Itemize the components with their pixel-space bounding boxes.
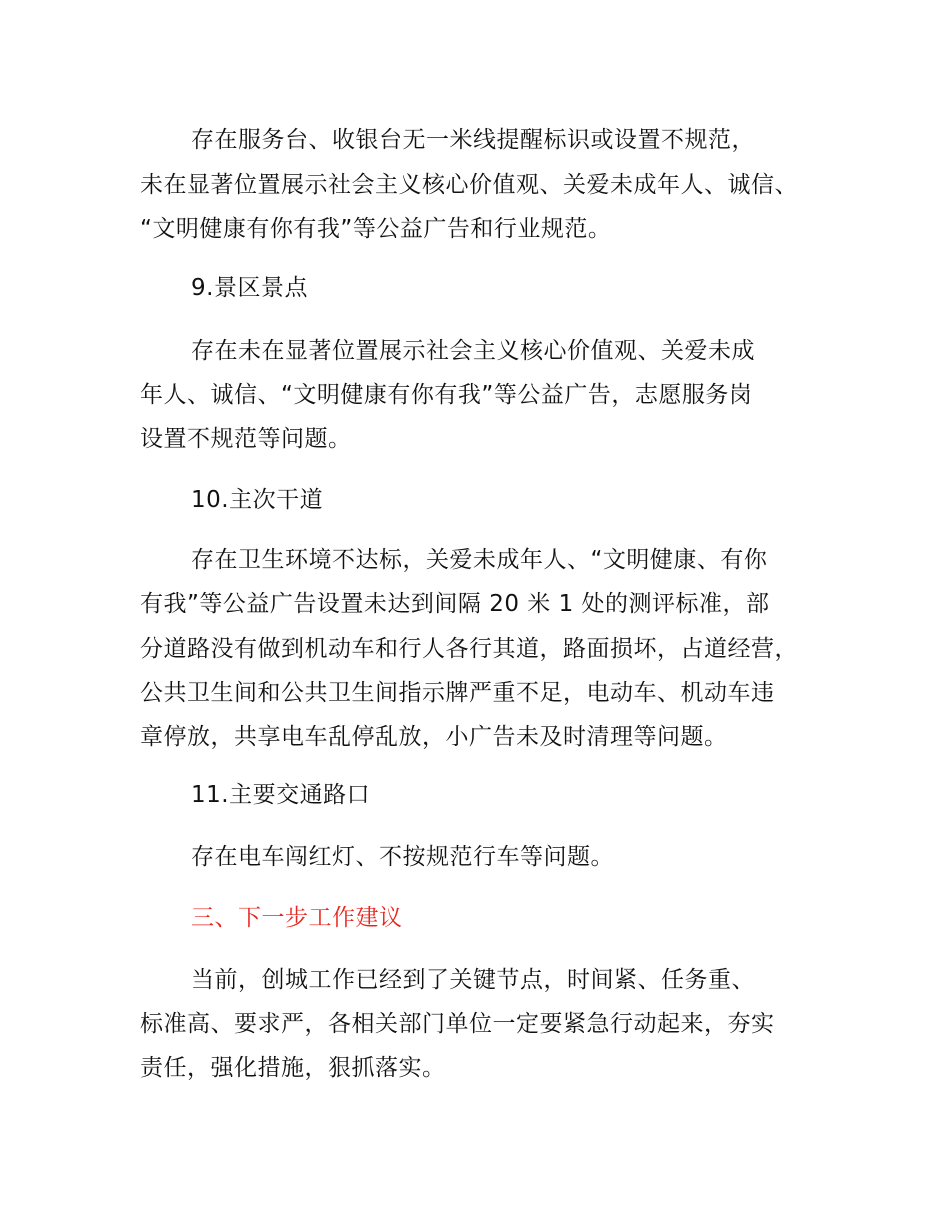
paragraph-line: 存在卫生环境不达标，关爱未成年人、“文明健康、有你 bbox=[191, 547, 768, 573]
paragraph-line: 未在显著位置展示社会主义核心价值观、关爱未成年人、诚信、 bbox=[140, 172, 798, 198]
paragraph-line: 章停放，共享电车乱停乱放，小广告未及时清理等问题。 bbox=[140, 724, 728, 750]
paragraph-line: 年人、诚信、“文明健康有你有我”等公益广告，志愿服务岗 bbox=[140, 382, 753, 408]
section-heading-3: 三、下一步工作建议 bbox=[191, 905, 403, 931]
paragraph-line: “文明健康有你有我”等公益广告和行业规范。 bbox=[140, 216, 612, 242]
paragraph-line: 责任，强化措施，狠抓落实。 bbox=[140, 1055, 446, 1081]
paragraph-line: 标准高、要求严，各相关部门单位一定要紧急行动起来，夯实 bbox=[140, 1011, 775, 1037]
paragraph-line: 有我”等公益广告设置未达到间隔 20 米 1 处的测评标准，部 bbox=[140, 591, 770, 617]
section-heading-11: 11.主要交通路口 bbox=[191, 782, 371, 808]
section-heading-10: 10.主次干道 bbox=[191, 487, 324, 513]
paragraph-line: 存在服务台、收银台无一米线提醒标识或设置不规范， bbox=[191, 127, 755, 153]
section-heading-9: 9.景区景点 bbox=[191, 275, 308, 301]
paragraph-line: 分道路没有做到机动车和行人各行其道，路面损坏，占道经营， bbox=[140, 636, 798, 662]
paragraph-line: 存在电车闯红灯、不按规范行车等问题。 bbox=[191, 844, 614, 870]
paragraph-line: 存在未在显著位置展示社会主义核心价值观、关爱未成 bbox=[191, 338, 755, 364]
paragraph-line: 设置不规范等问题。 bbox=[140, 426, 352, 452]
paragraph-line: 公共卫生间和公共卫生间指示牌严重不足，电动车、机动车违 bbox=[140, 680, 775, 706]
paragraph-line: 当前，创城工作已经到了关键节点，时间紧、任务重、 bbox=[191, 967, 755, 993]
